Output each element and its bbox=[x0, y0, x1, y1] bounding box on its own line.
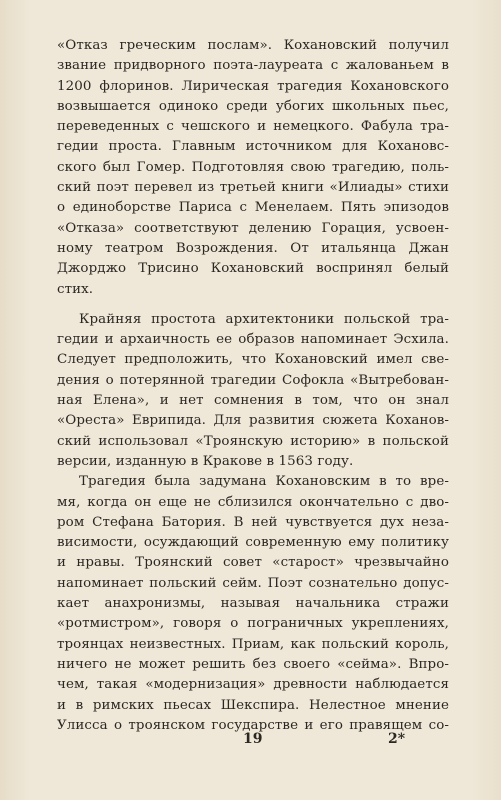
text-line: версии, изданную в Кракове в 1563 году. bbox=[57, 453, 354, 469]
paragraph-3 bbox=[57, 472, 449, 736]
text-line: троянцах неизвестных. Приам, как польский король, bbox=[57, 636, 449, 652]
text-line: и нравы. Троянский совет «старост» чрезвычайно bbox=[57, 555, 449, 571]
signature-mark: 2* bbox=[388, 731, 406, 747]
text-line: стих. bbox=[57, 281, 94, 297]
text-line: «Отказа» соответствуют делению Горация, усвоен- bbox=[57, 220, 449, 236]
text-line: Крайняя простота архитектоники польской тра- bbox=[79, 311, 449, 327]
page-number: 19 bbox=[243, 731, 263, 747]
text-line: Трагедия была задумана Кохановским в то вре- bbox=[79, 474, 449, 490]
text-line: «Отказ греческим послам». Кохановский получил bbox=[57, 38, 449, 53]
text-line: мя, когда он еще не сблизился окончательно с дво- bbox=[57, 494, 449, 510]
text-line: ному театром Возрождения. От итальянца Джан bbox=[57, 240, 449, 256]
body-text bbox=[57, 36, 449, 736]
text-line: Джорджо Трисино Кохановский воспринял белый bbox=[57, 261, 449, 277]
text-line: Следует предположить, что Кохановский имел све- bbox=[57, 352, 449, 368]
page-footer bbox=[0, 731, 501, 751]
text-line: «ротмистром», говоря о пограничных укреплениях, bbox=[57, 616, 449, 632]
text-line: ная Елена», и нет сомнения в том, что он знал bbox=[57, 393, 449, 409]
text-line: и в римских пьесах Шекспира. Нелестное мнение bbox=[57, 697, 449, 713]
text-line: висимости, осуждающий современную ему политику bbox=[57, 535, 449, 551]
text-line: 1200 флоринов. Лирическая трагедия Кохановского bbox=[57, 78, 449, 94]
text-line: гедии и архаичность ее образов напоминает Эсхила. bbox=[57, 332, 449, 348]
text-line: кает анахронизмы, называя начальника стражи bbox=[57, 596, 449, 612]
text-line: Улисса о троянском государстве и его правящем со- bbox=[57, 717, 449, 733]
text-line: «Ореста» Еврипида. Для развития сюжета Коханов- bbox=[57, 413, 449, 429]
text-line: гедии проста. Главным источником для Кохановс- bbox=[57, 139, 449, 155]
text-line: ром Стефана Батория. В ней чувствуется дух неза- bbox=[57, 514, 449, 530]
text-line: дения о потерянной трагедии Софокла «Вытребован- bbox=[57, 372, 449, 388]
paragraph-2 bbox=[57, 310, 449, 472]
text-line: переведенных с чешского и немецкого. Фабула тра- bbox=[57, 119, 449, 135]
text-line: ничего не может решить без своего «сейма». Впро- bbox=[57, 656, 449, 672]
text-line: звание придворного поэта-лауреата с жалованьем в bbox=[57, 58, 449, 74]
text-line: напоминает польский сейм. Поэт сознательно допус- bbox=[57, 575, 449, 591]
text-line: чем, такая «модернизация» древности наблюдается bbox=[57, 677, 449, 693]
text-line: ского был Гомер. Подготовляя свою трагедию, поль- bbox=[57, 159, 449, 175]
paragraph-1 bbox=[57, 36, 449, 300]
text-line: о единоборстве Париса с Менелаем. Пять эпизодов bbox=[57, 200, 449, 216]
text-line: ский поэт перевел из третьей книги «Илиады» стихи bbox=[57, 180, 449, 196]
text-line: возвышается одиноко среди убогих школьных пьес, bbox=[57, 98, 449, 114]
text-line: ский использовал «Троянскую историю» в польской bbox=[57, 433, 449, 449]
